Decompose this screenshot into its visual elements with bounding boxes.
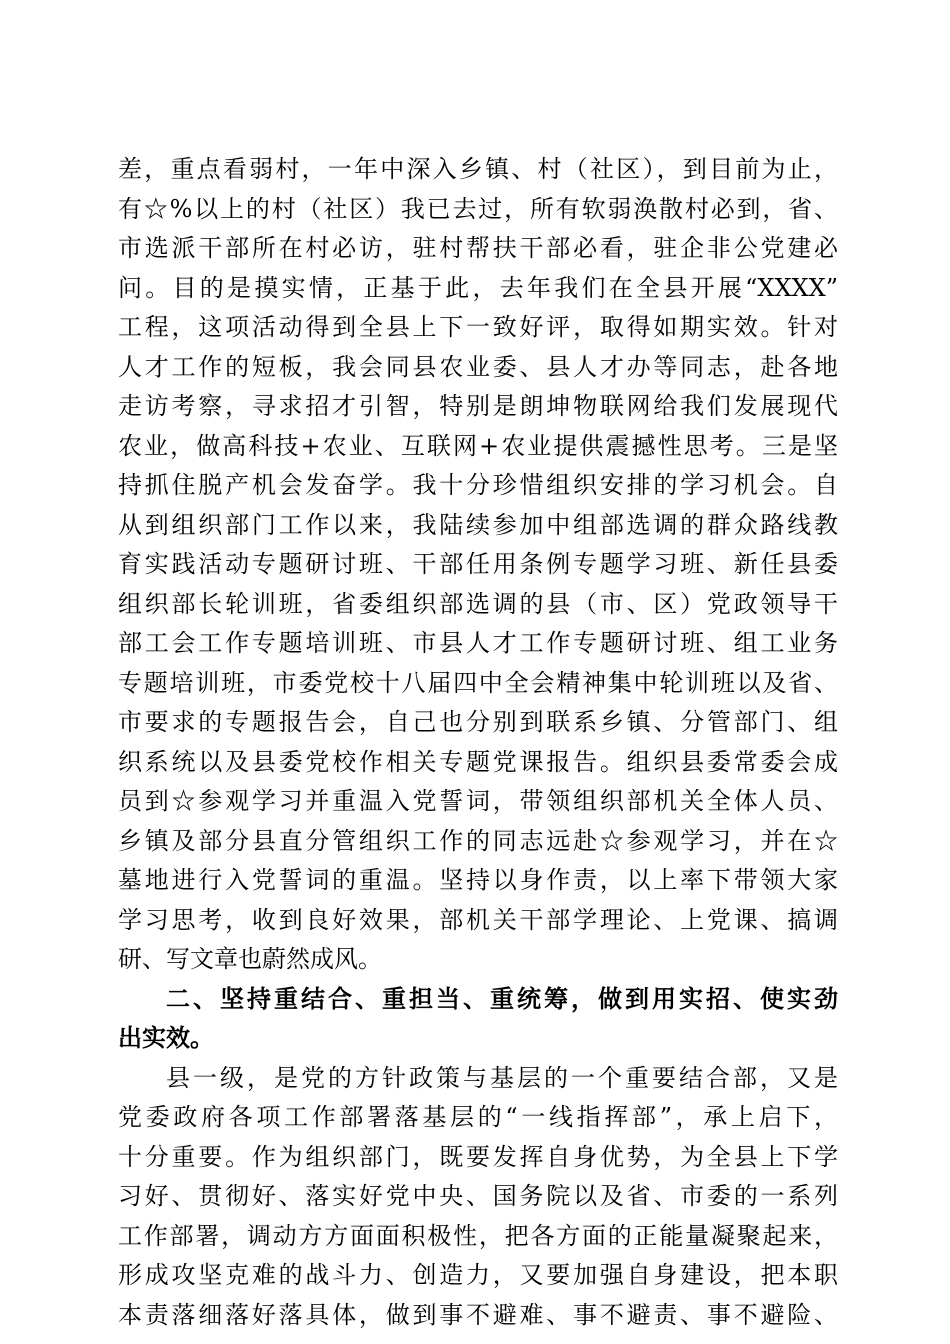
text-line: 工作部署，调动方方面面积极性，把各方面的正能量凝聚起来，: [118, 1221, 838, 1250]
text-line: 组织部长轮训班，省委组织部选调的县（市、区）党政领导干: [118, 589, 838, 618]
text-line: 市要求的专题报告会，自己也分别到联系乡镇、分管部门、组: [118, 708, 838, 736]
document-body: [118, 150, 838, 1335]
text-line: 有☆%以上的村（社区）我已去过，所有软弱涣散村必到，省、: [118, 194, 838, 223]
text-line: 员到☆参观学习并重温入党誓词，带领组织部机关全体人员、: [118, 787, 838, 815]
text-line: 乡镇及部分县直分管组织工作的同志远赴☆参观学习，并在☆: [118, 826, 838, 855]
text-line: 党委政府各项工作部署落基层的“一线指挥部”，承上启下，: [118, 1103, 838, 1131]
text-line: 从到组织部门工作以来，我陆续参加中组部选调的群众路线教: [118, 510, 838, 539]
text-line: 走访考察，寻求招才引智，特别是朗坤物联网给我们发展现代: [118, 392, 838, 420]
text-line: 育实践活动专题研讨班、干部任用条例专题学习班、新任县委: [118, 550, 838, 578]
text-line: 农业，做高科技+农业、互联网+农业提供震撼性思考。三是坚: [118, 431, 838, 460]
text-line: 十分重要。作为组织部门，既要发挥自身优势，为全县上下学: [118, 1142, 838, 1171]
body-paragraph: [118, 1059, 838, 1336]
text-line: 专题培训班，市委党校十八届四中全会精神集中轮训班以及省、: [118, 668, 838, 697]
text-line: 习好、贯彻好、落实好党中央、国务院以及省、市委的一系列: [118, 1182, 838, 1210]
section-heading: [118, 980, 838, 1059]
text-line: 市选派干部所在村必访，驻村帮扶干部必看，驻企非公党建必: [118, 234, 838, 262]
text-line: 问。目的是摸实情，正基于此，去年我们在全县开展“XXXX”: [118, 273, 838, 302]
text-line: 县一级，是党的方针政策与基层的一个重要结合部，又是: [166, 1063, 838, 1092]
text-line: 人才工作的短板，我会同县农业委、县人才办等同志，赴各地: [118, 352, 838, 381]
text-line: 部工会工作专题培训班、市县人才工作专题研讨班、组工业务: [118, 629, 838, 657]
text-line: 形成攻坚克难的战斗力、创造力，又要加强自身建设，把本职: [118, 1261, 838, 1289]
heading-line: 出实效。: [118, 1024, 214, 1052]
text-line: 持抓住脱产机会发奋学。我十分珍惜组织安排的学习机会。自: [118, 471, 838, 499]
text-line: 工程，这项活动得到全县上下一致好评，取得如期实效。针对: [118, 313, 838, 341]
text-line: 墓地进行入党誓词的重温。坚持以身作责，以上率下带领大家: [118, 866, 838, 894]
body-paragraph: [118, 150, 838, 980]
text-line: 学习思考，收到良好效果，部机关干部学理论、上党课、搞调: [118, 905, 838, 934]
text-line: 织系统以及县委党校作相关专题党课报告。组织县委常委会成: [118, 747, 838, 776]
text-line: 研、写文章也蔚然成风。: [118, 945, 382, 973]
heading-line: 二、坚持重结合、重担当、重统筹，做到用实招、使实劲: [166, 984, 838, 1013]
text-line: 差，重点看弱村，一年中深入乡镇、村（社区），到目前为止，: [118, 155, 838, 183]
text-line: 本责落细落好落具体，做到事不避难、事不避责、事不避险、: [118, 1300, 838, 1329]
